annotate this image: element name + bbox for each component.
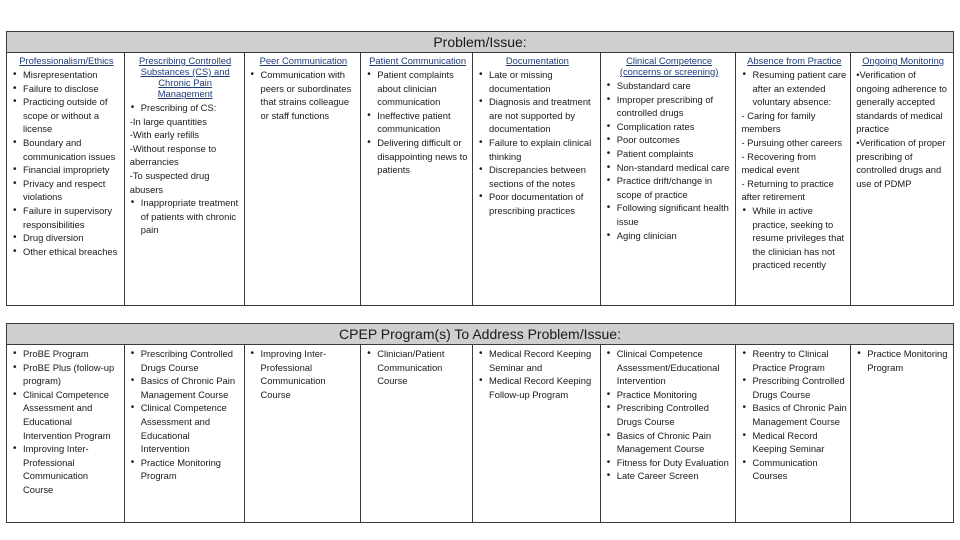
program-list-item: • Practice Monitoring Program [856, 347, 950, 374]
problem-list-item: • Complication rates [606, 120, 733, 134]
problem-list-item: • Failure to disclose [12, 82, 121, 96]
problem-list-item: -Without response to aberrancies [129, 142, 217, 168]
program-list-item: • Improving Inter-Professional Communication Course [250, 347, 358, 401]
program-list-item: • Clinical Competence Assessment/Educational Intervention [606, 347, 733, 388]
program-list [12, 347, 121, 497]
problem-column [851, 53, 953, 305]
problem-list [606, 79, 733, 242]
problem-list-item: • Failure to explain clinical thinking [478, 136, 597, 163]
problem-list-item: • Drug diversion [12, 231, 121, 245]
problem-list-item: • Following significant health issue [606, 201, 733, 228]
problem-list [250, 68, 358, 122]
problem-list-item: • Practice drift/change in scope of practice [606, 174, 733, 201]
problem-list-item: - Returning to practice after retirement [741, 177, 834, 203]
program-list [741, 347, 847, 483]
problem-column-heading: Patient Communication [369, 55, 467, 66]
problem-list-item: • Patient complaints about clinician communication [366, 68, 469, 109]
problem-column [473, 53, 601, 305]
program-list-item: • Medical Record Keeping Follow-up Program [478, 374, 597, 401]
problem-list-item: • Poor documentation of prescribing practices [478, 190, 597, 217]
program-list-item: • Improving Inter-Professional Communication Course [12, 442, 121, 496]
problem-list-item: • Substandard care [606, 79, 733, 93]
problem-column [361, 53, 473, 305]
program-list-item: • Prescribing Controlled Drugs Course [741, 374, 847, 401]
problem-column-heading: Clinical Competence (concerns or screening) [619, 55, 719, 77]
problem-list-item: -With early refills [129, 129, 200, 141]
program-column [851, 345, 953, 522]
problem-list [130, 101, 241, 237]
problem-column [125, 53, 245, 305]
program-list [606, 347, 733, 483]
program-table [6, 323, 954, 523]
problem-list [12, 68, 121, 258]
problem-list-item: • While in active practice, seeking to resume privileges that the clinician has not practiced recently [741, 204, 847, 272]
program-list [366, 347, 469, 388]
problem-list [366, 68, 469, 177]
problem-list-item: •Verification of proper prescribing of controlled drugs and use of PDMP [856, 136, 946, 189]
problem-list [478, 68, 597, 218]
problem-column-heading: Ongoing Monitoring [862, 55, 945, 66]
problem-list-item: • Resuming patient care after an extended voluntary absence: [741, 68, 847, 109]
problem-list-item: • Ineffective patient communication [366, 109, 469, 136]
program-list [478, 347, 597, 401]
problem-list-item: •Verification of ongoing adherence to generally accepted standards of medical practice [856, 69, 947, 135]
program-list-item: • Prescribing Controlled Drugs Course [606, 401, 733, 428]
problem-list-item: • Communication with peers or subordinates that strains colleague or staff functions [250, 68, 358, 122]
problem-list [856, 68, 950, 190]
program-list-item: • ProBE Plus (follow-up program) [12, 361, 121, 388]
problem-list-item: • Misrepresentation [12, 68, 121, 82]
problem-column-heading: Prescribing Controlled Substances (CS) and Chronic Pain Management [139, 55, 232, 99]
program-table-title: CPEP Program(s) To Address Problem/Issue: [7, 324, 953, 345]
program-list-item: • Practice Monitoring [606, 388, 733, 402]
problem-list-item: • Delivering difficult or disappointing news to patients [366, 136, 469, 177]
problem-list-item: • Non-standard medical care [606, 161, 733, 175]
problem-column [7, 53, 125, 305]
program-list [856, 347, 950, 374]
problem-list-item: • Poor outcomes [606, 133, 733, 147]
problem-list-item: - Recovering from medical event [741, 150, 816, 176]
program-list-item: • Medical Record Keeping Seminar [741, 429, 847, 456]
problem-table-title: Problem/Issue: [7, 32, 953, 53]
program-list-item: • ProBE Program [12, 347, 121, 361]
problem-columns [7, 53, 953, 305]
problem-column [601, 53, 737, 305]
program-list-item: • Basics of Chronic Pain Management Course [130, 374, 241, 401]
problem-list-item: • Boundary and communication issues [12, 136, 121, 163]
problem-list-item: • Other ethical breaches [12, 245, 121, 259]
problem-list-item: - Caring for family members [741, 109, 816, 135]
problem-list-item: • Financial impropriety [12, 163, 121, 177]
problem-list-item: • Inappropriate treatment of patients with chronic pain [130, 196, 241, 237]
problem-list-item: -In large quantities [129, 115, 207, 127]
problem-column [736, 53, 851, 305]
program-column [125, 345, 245, 522]
problem-list [741, 68, 847, 272]
problem-table [6, 31, 954, 306]
program-column [361, 345, 473, 522]
program-column [7, 345, 125, 522]
problem-column-heading: Documentation [505, 55, 569, 66]
problem-list-item: • Failure in supervisory responsibilities [12, 204, 121, 231]
program-column [473, 345, 601, 522]
problem-list-item: • Patient complaints [606, 147, 733, 161]
program-list-item: • Clinical Competence Assessment and Educational Intervention Program [12, 388, 121, 442]
problem-list-item: • Improper prescribing of controlled drugs [606, 93, 733, 120]
problem-list-item: • Late or missing documentation [478, 68, 597, 95]
program-list-item: • Medical Record Keeping Seminar and [478, 347, 597, 374]
program-column [601, 345, 737, 522]
program-list-item: • Practice Monitoring Program [130, 456, 241, 483]
problem-list-item: • Practicing outside of scope or without a license [12, 95, 121, 136]
program-list-item: • Clinical Competence Assessment and Educational Intervention [130, 401, 241, 455]
program-list [130, 347, 241, 483]
problem-column-heading: Absence from Practice [747, 55, 842, 66]
program-list-item: • Fitness for Duty Evaluation [606, 456, 733, 470]
program-list-item: • Basics of Chronic Pain Management Course [606, 429, 733, 456]
program-list-item: • Prescribing Controlled Drugs Course [130, 347, 241, 374]
problem-column-heading: Professionalism/Ethics [19, 55, 114, 66]
problem-column [245, 53, 362, 305]
program-list-item: • Communication Courses [741, 456, 847, 483]
problem-list-item: • Aging clinician [606, 229, 733, 243]
problem-list-item: • Prescribing of CS: [130, 101, 241, 115]
problem-list-item: • Discrepancies between sections of the notes [478, 163, 597, 190]
problem-list-item: -To suspected drug abusers [129, 169, 210, 195]
program-column [736, 345, 851, 522]
program-list-item: • Reentry to Clinical Practice Program [741, 347, 847, 374]
program-list [250, 347, 358, 401]
program-list-item: • Clinician/Patient Communication Course [366, 347, 469, 388]
program-column [245, 345, 362, 522]
problem-column-heading: Peer Communication [259, 55, 348, 66]
program-columns [7, 345, 953, 522]
problem-list-item: • Privacy and respect violations [12, 177, 121, 204]
program-list-item: • Late Career Screen [606, 469, 733, 483]
problem-list-item: • Diagnosis and treatment are not supported by documentation [478, 95, 597, 136]
problem-list-item: - Pursuing other careers [741, 136, 843, 148]
program-list-item: • Basics of Chronic Pain Management Course [741, 401, 847, 428]
